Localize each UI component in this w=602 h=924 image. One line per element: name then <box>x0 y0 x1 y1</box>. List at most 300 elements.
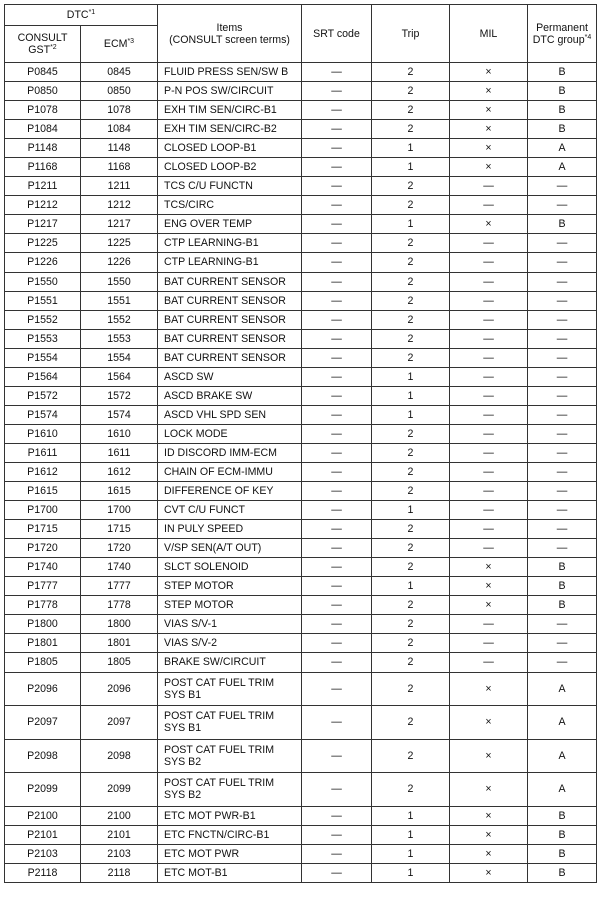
trip-cell: 2 <box>372 272 450 291</box>
mil-header: MIL <box>450 5 528 63</box>
ecm-cell: 1801 <box>81 634 158 653</box>
trip-cell: 2 <box>372 558 450 577</box>
mil-cell: — <box>450 177 528 196</box>
mil-cell: × <box>450 863 528 882</box>
consult-gst-cell: P1612 <box>5 462 81 481</box>
ecm-cell: 2118 <box>81 863 158 882</box>
item-line: POST CAT FUEL TRIM <box>164 676 275 689</box>
permanent-dtc-group-cell: — <box>528 634 597 653</box>
mil-cell: — <box>450 348 528 367</box>
consult-gst-cell: P1777 <box>5 577 81 596</box>
item-cell <box>158 177 302 196</box>
permanent-dtc-group-cell: — <box>528 405 597 424</box>
mil-cell: — <box>450 310 528 329</box>
trip-cell: 1 <box>372 806 450 825</box>
permanent-dtc-group-cell: A <box>528 672 597 706</box>
item-line-2: SYS B2 <box>164 789 202 802</box>
ecm-cell: 1610 <box>81 424 158 443</box>
item-line: VIAS S/V-1 <box>164 618 217 631</box>
table-row <box>5 596 597 615</box>
table-row <box>5 558 597 577</box>
srt-code-cell: — <box>302 825 372 844</box>
item-cell <box>158 329 302 348</box>
item-line: BAT CURRENT SENSOR <box>164 332 286 345</box>
mil-cell: × <box>450 577 528 596</box>
table-row <box>5 253 597 272</box>
item-line: ETC MOT PWR-B1 <box>164 809 256 822</box>
item-line: STEP MOTOR <box>164 599 234 612</box>
mil-cell: — <box>450 329 528 348</box>
ecm-cell: 1800 <box>81 615 158 634</box>
permanent-dtc-group-cell: B <box>528 82 597 101</box>
table-row <box>5 462 597 481</box>
table-row <box>5 424 597 443</box>
permanent-dtc-group-cell: — <box>528 177 597 196</box>
item-cell <box>158 462 302 481</box>
permanent-dtc-group-cell: B <box>528 63 597 82</box>
mil-cell: × <box>450 215 528 234</box>
consult-gst-cell: P1740 <box>5 558 81 577</box>
item-line: CHAIN OF ECM-IMMU <box>164 466 273 478</box>
table-row <box>5 177 597 196</box>
table-row <box>5 272 597 291</box>
permanent-dtc-group-cell: — <box>528 196 597 215</box>
table-row <box>5 443 597 462</box>
table-row <box>5 139 597 158</box>
srt-code-cell: — <box>302 234 372 253</box>
ecm-cell: 2096 <box>81 672 158 706</box>
srt-code-cell: — <box>302 367 372 386</box>
trip-cell: 1 <box>372 825 450 844</box>
srt-code-cell: — <box>302 329 372 348</box>
trip-cell: 2 <box>372 443 450 462</box>
ecm-cell: 1612 <box>81 462 158 481</box>
permanent-dtc-group-cell: — <box>528 443 597 462</box>
dtc-table <box>4 4 597 883</box>
mil-cell: × <box>450 101 528 120</box>
permanent-dtc-group-cell: B <box>528 825 597 844</box>
item-line: ASCD VHL SPD SEN <box>164 408 267 421</box>
trip-cell: 2 <box>372 63 450 82</box>
mil-cell: — <box>450 424 528 443</box>
trip-cell: 2 <box>372 482 450 501</box>
ecm-cell: 1226 <box>81 253 158 272</box>
item-line: VIAS S/V-2 <box>164 637 217 650</box>
consult-gst-cell: P1720 <box>5 539 81 558</box>
item-cell <box>158 443 302 462</box>
ecm-cell: 1168 <box>81 158 158 177</box>
mil-cell: — <box>450 634 528 653</box>
table-row <box>5 82 597 101</box>
ecm-cell: 2103 <box>81 844 158 863</box>
ecm-cell: 0850 <box>81 82 158 101</box>
permanent-dtc-group-cell: — <box>528 310 597 329</box>
trip-cell: 1 <box>372 844 450 863</box>
srt-code-cell: — <box>302 672 372 706</box>
ecm-cell: 1615 <box>81 482 158 501</box>
srt-code-cell: — <box>302 291 372 310</box>
srt-code-cell: — <box>302 101 372 120</box>
permanent-dtc-group-cell: B <box>528 101 597 120</box>
permanent-dtc-group-cell: — <box>528 539 597 558</box>
table-row <box>5 215 597 234</box>
item-cell <box>158 653 302 672</box>
ecm-cell: 1553 <box>81 329 158 348</box>
item-cell <box>158 291 302 310</box>
item-line: ASCD SW <box>164 370 214 383</box>
item-line: CLOSED LOOP-B2 <box>164 161 257 174</box>
permanent-dtc-group-cell: — <box>528 653 597 672</box>
consult-gst-cell: P1574 <box>5 405 81 424</box>
consult-gst-cell: P1805 <box>5 653 81 672</box>
mil-cell: — <box>450 367 528 386</box>
mil-cell: — <box>450 291 528 310</box>
table-row <box>5 577 597 596</box>
item-cell <box>158 520 302 539</box>
table-row <box>5 348 597 367</box>
mil-cell: — <box>450 272 528 291</box>
items-header: Items (CONSULT screen terms) <box>158 5 302 63</box>
trip-cell: 2 <box>372 773 450 807</box>
ecm-cell: 1777 <box>81 577 158 596</box>
trip-cell: 1 <box>372 158 450 177</box>
consult-gst-cell: P1552 <box>5 310 81 329</box>
mil-cell: × <box>450 139 528 158</box>
trip-header: Trip <box>372 5 450 63</box>
mil-cell: — <box>450 615 528 634</box>
consult-gst-cell: P2099 <box>5 773 81 807</box>
table-row <box>5 501 597 520</box>
srt-code-cell: — <box>302 653 372 672</box>
ecm-cell: 1084 <box>81 120 158 139</box>
item-cell <box>158 615 302 634</box>
table-row <box>5 844 597 863</box>
item-cell <box>158 386 302 405</box>
item-cell <box>158 825 302 844</box>
permanent-dtc-group-cell: A <box>528 706 597 740</box>
ecm-cell: 1805 <box>81 653 158 672</box>
trip-cell: 1 <box>372 577 450 596</box>
trip-cell: 1 <box>372 863 450 882</box>
table-row <box>5 405 597 424</box>
item-line: SLCT SOLENOID <box>164 561 249 574</box>
consult-gst-cell: P1615 <box>5 482 81 501</box>
trip-cell: 2 <box>372 120 450 139</box>
item-line: CLOSED LOOP-B1 <box>164 142 257 155</box>
item-line: CTP LEARNING-B1 <box>164 256 259 269</box>
dtc-table-body <box>5 63 597 883</box>
permanent-dtc-group-cell: — <box>528 253 597 272</box>
table-row <box>5 806 597 825</box>
consult-gst-cell: P0850 <box>5 82 81 101</box>
ecm-header: ECM$^{*3}$ <box>81 26 158 63</box>
item-line: ETC MOT PWR <box>164 847 240 860</box>
item-line: IN PULY SPEED <box>164 523 244 536</box>
ecm-cell: 1715 <box>81 520 158 539</box>
ecm-cell: 1217 <box>81 215 158 234</box>
trip-cell: 2 <box>372 424 450 443</box>
consult-gst-cell: P1801 <box>5 634 81 653</box>
trip-cell: 2 <box>372 310 450 329</box>
permanent-dtc-group-cell: B <box>528 558 597 577</box>
table-row <box>5 120 597 139</box>
trip-cell: 2 <box>372 615 450 634</box>
item-line-2: SYS B1 <box>164 688 202 701</box>
permanent-dtc-group-cell: — <box>528 329 597 348</box>
srt-code-cell: — <box>302 253 372 272</box>
item-line: POST CAT FUEL TRIM <box>164 777 275 790</box>
item-line: BRAKE SW/CIRCUIT <box>164 656 266 669</box>
ecm-cell: 2101 <box>81 825 158 844</box>
item-cell <box>158 348 302 367</box>
item-line: BAT CURRENT SENSOR <box>164 275 286 288</box>
mil-cell: — <box>450 405 528 424</box>
srt-code-cell: — <box>302 310 372 329</box>
ecm-cell: 1720 <box>81 539 158 558</box>
srt-code-cell: — <box>302 196 372 215</box>
item-line: FLUID PRESS SEN/SW B <box>164 66 289 79</box>
permanent-dtc-group-cell: B <box>528 863 597 882</box>
item-cell <box>158 139 302 158</box>
consult-gst-cell: P1211 <box>5 177 81 196</box>
item-cell <box>158 101 302 120</box>
consult-gst-cell: P1611 <box>5 443 81 462</box>
item-line: LOCK MODE <box>164 427 228 440</box>
permanent-dtc-group-cell: — <box>528 348 597 367</box>
srt-code-cell: — <box>302 443 372 462</box>
item-line: DIFFERENCE OF KEY <box>164 485 274 498</box>
ecm-cell: 1211 <box>81 177 158 196</box>
trip-cell: 2 <box>372 596 450 615</box>
srt-code-cell: — <box>302 82 372 101</box>
item-cell <box>158 196 302 215</box>
consult-gst-cell: P1217 <box>5 215 81 234</box>
item-cell <box>158 773 302 807</box>
trip-cell: 2 <box>372 348 450 367</box>
item-line: BAT CURRENT SENSOR <box>164 313 286 326</box>
consult-gst-cell: P1226 <box>5 253 81 272</box>
item-cell <box>158 558 302 577</box>
item-cell <box>158 82 302 101</box>
trip-cell: 1 <box>372 215 450 234</box>
srt-code-cell: — <box>302 139 372 158</box>
trip-cell: 2 <box>372 462 450 481</box>
consult-gst-cell: P1225 <box>5 234 81 253</box>
consult-gst-cell: P1168 <box>5 158 81 177</box>
mil-cell: × <box>450 773 528 807</box>
item-line: ETC MOT-B1 <box>164 866 228 879</box>
item-cell <box>158 158 302 177</box>
item-cell <box>158 863 302 882</box>
table-row <box>5 291 597 310</box>
ecm-cell: 1778 <box>81 596 158 615</box>
item-line: BAT CURRENT SENSOR <box>164 294 286 307</box>
consult-gst-cell: P1550 <box>5 272 81 291</box>
item-line: P-N POS SW/CIRCUIT <box>164 85 274 98</box>
srt-code-cell: — <box>302 348 372 367</box>
trip-cell: 1 <box>372 367 450 386</box>
consult-gst-cell: P2118 <box>5 863 81 882</box>
item-line: POST CAT FUEL TRIM <box>164 710 275 723</box>
item-line: BAT CURRENT SENSOR <box>164 351 286 364</box>
item-cell <box>158 424 302 443</box>
srt-code-cell: — <box>302 120 372 139</box>
item-cell <box>158 672 302 706</box>
mil-cell: — <box>450 653 528 672</box>
consult-gst-cell: P1148 <box>5 139 81 158</box>
item-cell <box>158 706 302 740</box>
ecm-cell: 2097 <box>81 706 158 740</box>
table-row <box>5 863 597 882</box>
mil-cell: × <box>450 706 528 740</box>
item-line: CVT C/U FUNCT <box>164 504 246 517</box>
consult-gst-cell: P2103 <box>5 844 81 863</box>
srt-code-cell: — <box>302 615 372 634</box>
permanent-dtc-group-cell: B <box>528 596 597 615</box>
dtc-header: DTC$^{*1}$ <box>5 5 158 26</box>
mil-cell: × <box>450 158 528 177</box>
permanent-dtc-group-cell: — <box>528 272 597 291</box>
permanent-dtc-group-cell: B <box>528 215 597 234</box>
consult-gst-cell: P2100 <box>5 806 81 825</box>
trip-cell: 2 <box>372 634 450 653</box>
consult-gst-cell: P1700 <box>5 501 81 520</box>
mil-cell: — <box>450 462 528 481</box>
srt-code-cell: — <box>302 63 372 82</box>
header-row-1 <box>5 5 597 26</box>
mil-cell: × <box>450 739 528 773</box>
trip-cell: 1 <box>372 501 450 520</box>
item-line: TCS/CIRC <box>164 199 215 212</box>
consult-gst-cell: P1572 <box>5 386 81 405</box>
item-cell <box>158 501 302 520</box>
item-cell <box>158 596 302 615</box>
consult-gst-cell: P1610 <box>5 424 81 443</box>
srt-code-cell: — <box>302 177 372 196</box>
mil-cell: × <box>450 844 528 863</box>
item-line-2: SYS B1 <box>164 722 202 735</box>
table-row <box>5 773 597 807</box>
table-row <box>5 63 597 82</box>
permanent-dtc-group-cell: — <box>528 367 597 386</box>
item-line: TCS C/U FUNCTN <box>164 180 253 193</box>
table-row <box>5 825 597 844</box>
srt-code-cell: — <box>302 501 372 520</box>
item-cell <box>158 539 302 558</box>
mil-cell: × <box>450 806 528 825</box>
mil-cell: × <box>450 120 528 139</box>
item-line: POST CAT FUEL TRIM <box>164 743 275 756</box>
srt-code-cell: — <box>302 462 372 481</box>
item-line: V/SP SEN(A/T OUT) <box>164 542 262 555</box>
table-row <box>5 158 597 177</box>
trip-cell: 2 <box>372 196 450 215</box>
table-row <box>5 196 597 215</box>
permanent-dtc-group-cell: A <box>528 739 597 773</box>
srt-code-cell: — <box>302 577 372 596</box>
trip-cell: 2 <box>372 234 450 253</box>
mil-cell: — <box>450 443 528 462</box>
item-cell <box>158 63 302 82</box>
consult-gst-cell: P2097 <box>5 706 81 740</box>
permanent-dtc-group-cell: B <box>528 806 597 825</box>
mil-cell: × <box>450 82 528 101</box>
item-line: EXH TIM SEN/CIRC-B2 <box>164 123 277 136</box>
permanent-dtc-group-cell: — <box>528 615 597 634</box>
srt-code-cell: — <box>302 520 372 539</box>
consult-gst-cell: P1800 <box>5 615 81 634</box>
srt-code-cell: — <box>302 706 372 740</box>
mil-cell: — <box>450 196 528 215</box>
permanent-dtc-group-cell: B <box>528 120 597 139</box>
item-cell <box>158 634 302 653</box>
permanent-dtc-group-cell: — <box>528 520 597 539</box>
permanent-dtc-group-cell: A <box>528 158 597 177</box>
table-row <box>5 539 597 558</box>
srt-code-cell: — <box>302 158 372 177</box>
ecm-cell: 1564 <box>81 367 158 386</box>
item-cell <box>158 405 302 424</box>
item-cell <box>158 272 302 291</box>
permanent-dtc-group-cell: — <box>528 234 597 253</box>
srt-code-cell: — <box>302 405 372 424</box>
item-cell <box>158 806 302 825</box>
srt-code-cell: — <box>302 773 372 807</box>
trip-cell: 2 <box>372 706 450 740</box>
ecm-cell: 1212 <box>81 196 158 215</box>
table-row <box>5 234 597 253</box>
consult-gst-cell: P0845 <box>5 63 81 82</box>
mil-cell: × <box>450 63 528 82</box>
ecm-cell: 2099 <box>81 773 158 807</box>
table-row <box>5 520 597 539</box>
trip-cell: 2 <box>372 82 450 101</box>
ecm-cell: 1574 <box>81 405 158 424</box>
mil-cell: × <box>450 558 528 577</box>
trip-cell: 2 <box>372 253 450 272</box>
permanent-dtc-group-cell: — <box>528 291 597 310</box>
consult-gst-cell: P1084 <box>5 120 81 139</box>
trip-cell: 2 <box>372 739 450 773</box>
mil-cell: — <box>450 482 528 501</box>
srt-code-cell: — <box>302 272 372 291</box>
srt-code-cell: — <box>302 806 372 825</box>
item-line: STEP MOTOR <box>164 580 234 593</box>
table-row <box>5 310 597 329</box>
mil-cell: — <box>450 539 528 558</box>
ecm-cell: 1225 <box>81 234 158 253</box>
item-line: ENG OVER TEMP <box>164 218 253 231</box>
item-cell <box>158 234 302 253</box>
item-cell <box>158 310 302 329</box>
trip-cell: 1 <box>372 405 450 424</box>
item-cell <box>158 739 302 773</box>
trip-cell: 2 <box>372 539 450 558</box>
item-line: ETC FNCTN/CIRC-B1 <box>164 828 270 841</box>
permanent-dtc-group-cell: — <box>528 482 597 501</box>
ecm-cell: 2098 <box>81 739 158 773</box>
permanent-dtc-group-cell: — <box>528 386 597 405</box>
trip-cell: 2 <box>372 329 450 348</box>
item-cell <box>158 482 302 501</box>
srt-code-cell: — <box>302 558 372 577</box>
ecm-cell: 1551 <box>81 291 158 310</box>
item-cell <box>158 215 302 234</box>
table-row <box>5 706 597 740</box>
table-row <box>5 367 597 386</box>
mil-cell: × <box>450 825 528 844</box>
table-row <box>5 101 597 120</box>
